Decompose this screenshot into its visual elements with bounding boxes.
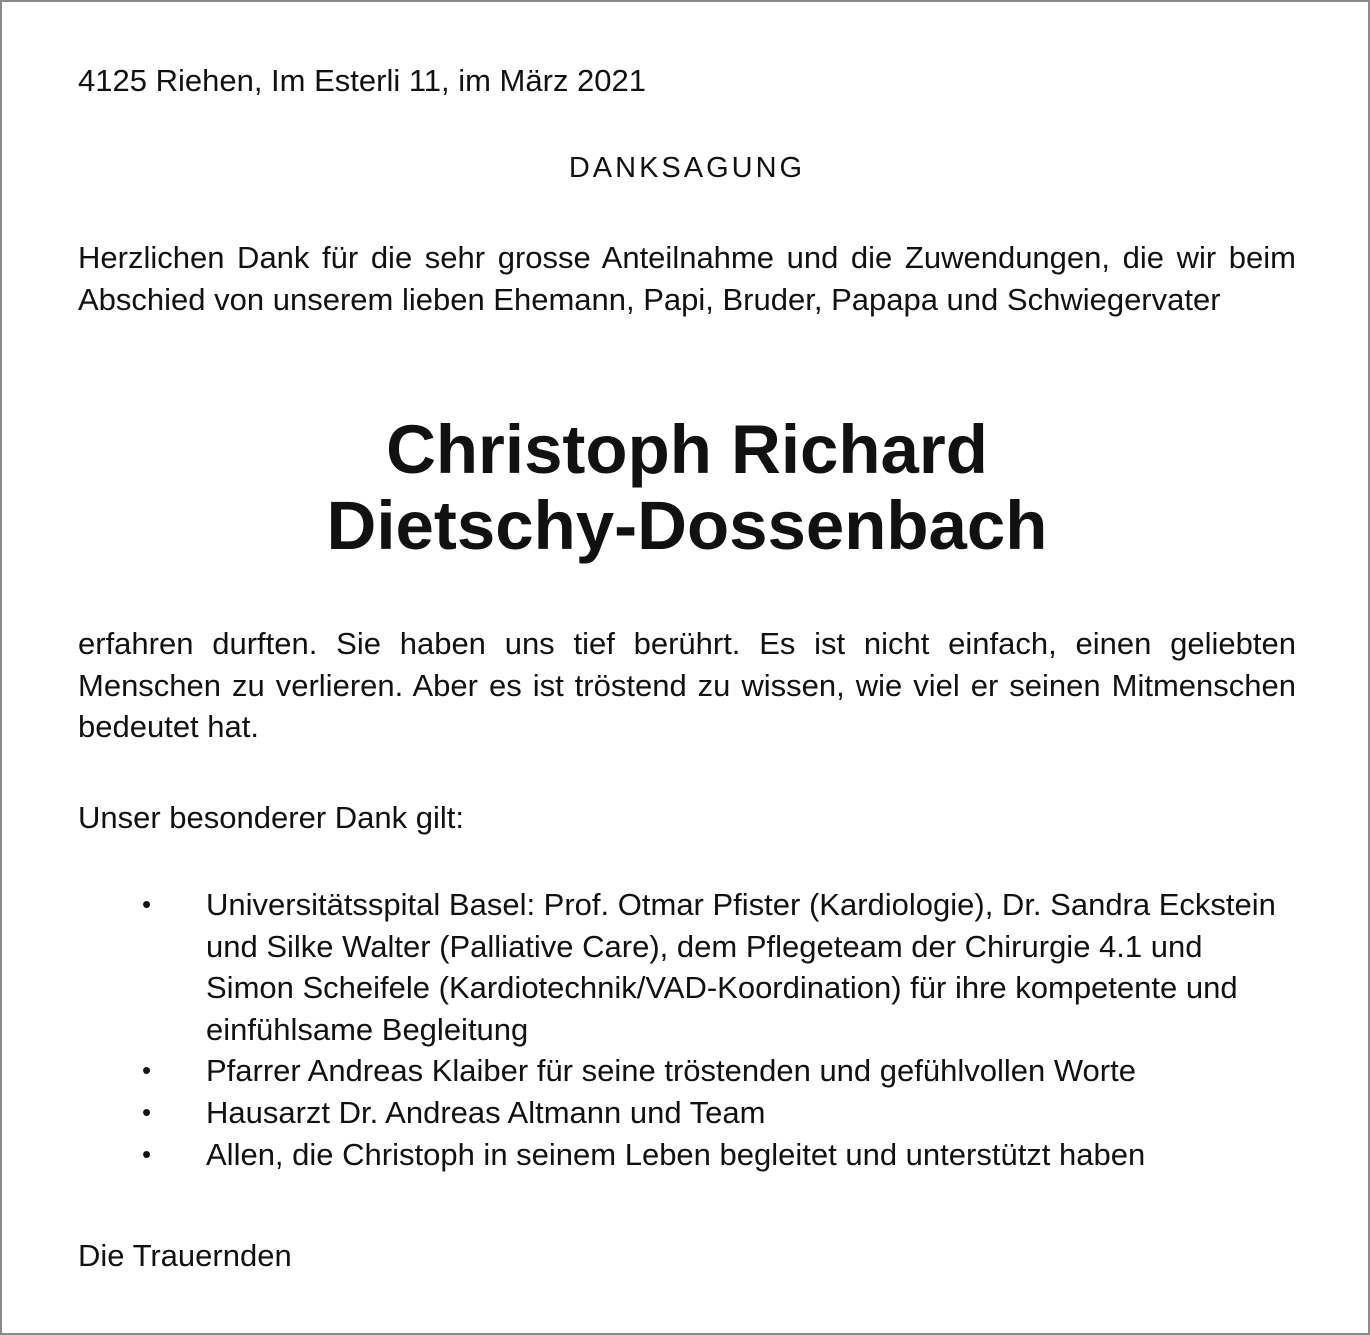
intro-paragraph: Herzlichen Dank für die sehr grosse Anteilnahme und die Zuwendungen, die wir beim Abschied von unserem lieben Ehemann, Papi, Bruder, Papapa und Schwiegervater	[78, 240, 1296, 317]
notice-heading: DANKSAGUNG	[568, 152, 806, 184]
bullet-icon: •	[142, 889, 152, 919]
thanks-list	[2, 884, 1370, 1175]
thanks-intro: Unser besonderer Dank gilt:	[78, 800, 464, 835]
deceased-name-line-2: Dietschy-Dossenbach	[326, 487, 1048, 564]
list-item	[2, 1092, 1296, 1134]
bullet-icon: •	[142, 1138, 152, 1169]
list-item	[2, 884, 1296, 1050]
list-item-text: Pfarrer Andreas Klaiber für seine tröstenden und gefühlvollen Worte	[206, 1053, 1136, 1089]
dateline: 4125 Riehen, Im Esterli 11, im März 2021	[78, 63, 647, 98]
deceased-name-line-1: Christoph Richard	[386, 411, 988, 488]
bullet-icon: •	[142, 1055, 152, 1086]
list-item	[2, 1050, 1296, 1092]
list-item-text: Hausarzt Dr. Andreas Altmann und Team	[206, 1094, 766, 1130]
list-item	[2, 1134, 1296, 1176]
list-item-text: Universitätsspital Basel: Prof. Otmar Pfister (Kardiologie), Dr. Sandra Eckstein und Silke Walter (Palliative Care), dem Pflegeteam der Chirurgie 4.1 und Simon Scheifele (Kardiotechnik/VAD-Koordination) für ihre kompetente und einfühlsame Begleitung	[206, 887, 1276, 1047]
gratitude-paragraph: erfahren durften. Sie haben uns tief berührt. Es ist nicht einfach, einen geliebten Menschen zu verlieren. Aber es ist tröstend zu wissen, wie viel er seinen Mitmenschen bedeutet hat.	[78, 626, 1296, 744]
list-item-text: Allen, die Christoph in seinem Leben begleitet und unterstützt haben	[206, 1136, 1146, 1172]
signature: Die Trauernden	[78, 1238, 292, 1273]
bullet-icon: •	[142, 1096, 152, 1127]
